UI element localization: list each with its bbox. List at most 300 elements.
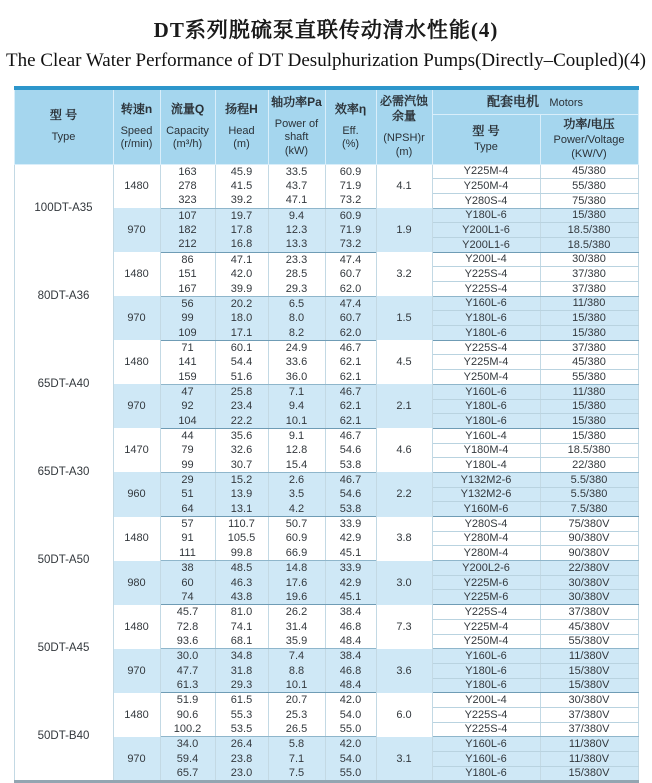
efficiency-cell: 45.1 — [325, 590, 376, 605]
head-cell: 41.5 — [215, 179, 268, 194]
shaft-power-cell: 35.9 — [268, 634, 325, 649]
capacity-cell: 182 — [160, 223, 215, 238]
shaft-power-cell: 14.8 — [268, 561, 325, 576]
npsh-cell: 3.6 — [376, 649, 432, 693]
capacity-cell: 65.7 — [160, 766, 215, 782]
col-header-type — [14, 88, 113, 164]
head-cell: 81.0 — [215, 605, 268, 620]
efficiency-cell: 71.9 — [325, 179, 376, 194]
motor-type-cell: Y225M-4 — [432, 619, 540, 634]
table-row — [14, 164, 638, 179]
efficiency-cell: 46.8 — [325, 619, 376, 634]
motor-power-voltage-cell: 30/380V — [540, 590, 638, 605]
efficiency-cell: 60.7 — [325, 267, 376, 282]
motor-power-voltage-cell: 37/380V — [540, 707, 638, 722]
shaft-power-cell: 17.6 — [268, 575, 325, 590]
npsh-cell: 4.6 — [376, 428, 432, 472]
col-header-motor-power-voltage: 功率/电压 Power/Voltage (KW/V) — [540, 115, 638, 165]
motor-type-cell: Y250M-4 — [432, 370, 540, 385]
motor-type-cell: Y160L-6 — [432, 737, 540, 752]
capacity-cell: 141 — [160, 355, 215, 370]
head-cell: 31.8 — [215, 663, 268, 678]
motor-type-cell: Y180L-6 — [432, 766, 540, 782]
head-cell: 48.5 — [215, 561, 268, 576]
head-cell: 17.1 — [215, 326, 268, 341]
motor-type-cell: Y180L-6 — [432, 414, 540, 429]
efficiency-cell: 47.4 — [325, 296, 376, 311]
col-header-npsh: 必需汽蚀余量 (NPSH)r (m) — [376, 88, 432, 164]
shaft-power-cell: 31.4 — [268, 619, 325, 634]
shaft-power-cell: 50.7 — [268, 517, 325, 532]
head-cell: 17.8 — [215, 223, 268, 238]
model-cell: 80DT-A36 — [14, 252, 113, 340]
col-header-motor-type: 型 号 Type — [432, 115, 540, 165]
motor-power-voltage-cell: 75/380 — [540, 193, 638, 208]
shaft-power-cell: 8.0 — [268, 311, 325, 326]
efficiency-cell: 42.0 — [325, 693, 376, 708]
motor-power-voltage-cell: 45/380 — [540, 164, 638, 179]
motor-type-cell: Y200L-4 — [432, 693, 540, 708]
shaft-power-cell: 10.1 — [268, 414, 325, 429]
efficiency-cell: 62.1 — [325, 414, 376, 429]
capacity-cell: 60 — [160, 575, 215, 590]
capacity-cell: 151 — [160, 267, 215, 282]
motor-type-cell: Y160L-6 — [432, 649, 540, 664]
shaft-power-cell: 3.5 — [268, 487, 325, 502]
capacity-cell: 64 — [160, 502, 215, 517]
head-cell: 19.7 — [215, 208, 268, 223]
head-cell: 47.1 — [215, 252, 268, 267]
col-header-speed: 转速n Speed (r/min) — [113, 88, 160, 164]
motor-type-cell: Y180L-6 — [432, 663, 540, 678]
capacity-cell: 159 — [160, 370, 215, 385]
head-cell: 105.5 — [215, 531, 268, 546]
table-body — [14, 164, 638, 782]
shaft-power-cell: 9.4 — [268, 208, 325, 223]
head-cell: 39.2 — [215, 193, 268, 208]
capacity-cell: 57 — [160, 517, 215, 532]
efficiency-cell: 33.9 — [325, 561, 376, 576]
motor-power-voltage-cell: 55/380 — [540, 179, 638, 194]
motor-power-voltage-cell: 90/380V — [540, 531, 638, 546]
motor-type-cell: Y200L1-6 — [432, 223, 540, 238]
motor-power-voltage-cell: 11/380V — [540, 737, 638, 752]
shaft-power-cell: 26.5 — [268, 722, 325, 737]
head-cell: 22.2 — [215, 414, 268, 429]
shaft-power-cell: 28.5 — [268, 267, 325, 282]
motor-type-cell: Y180L-6 — [432, 326, 540, 341]
speed-cell: 1480 — [113, 252, 160, 296]
motor-power-voltage-cell: 75/380V — [540, 517, 638, 532]
motor-type-cell: Y200L1-6 — [432, 237, 540, 252]
npsh-cell: 3.1 — [376, 737, 432, 782]
efficiency-cell: 33.9 — [325, 517, 376, 532]
capacity-cell: 91 — [160, 531, 215, 546]
motor-type-cell: Y180L-6 — [432, 399, 540, 414]
efficiency-cell: 55.0 — [325, 722, 376, 737]
motor-power-voltage-cell: 15/380 — [540, 399, 638, 414]
shaft-power-cell: 15.4 — [268, 458, 325, 473]
shaft-power-cell: 10.1 — [268, 678, 325, 693]
capacity-cell: 278 — [160, 179, 215, 194]
npsh-cell: 4.5 — [376, 340, 432, 384]
shaft-power-cell: 8.8 — [268, 663, 325, 678]
motor-type-cell: Y160M-6 — [432, 502, 540, 517]
model-cell: 100DT-A35 — [14, 164, 113, 252]
shaft-power-cell: 2.6 — [268, 472, 325, 487]
motor-power-voltage-cell: 45/380V — [540, 619, 638, 634]
col-header-type-cn: 型 号 — [49, 108, 78, 123]
capacity-cell: 111 — [160, 546, 215, 561]
motor-power-voltage-cell: 55/380V — [540, 634, 638, 649]
npsh-cell: 1.9 — [376, 208, 432, 252]
motor-power-voltage-cell: 11/380V — [540, 752, 638, 767]
head-cell: 43.8 — [215, 590, 268, 605]
shaft-power-cell: 33.5 — [268, 164, 325, 179]
head-cell: 60.1 — [215, 340, 268, 355]
capacity-cell: 47 — [160, 384, 215, 399]
motor-power-voltage-cell: 18.5/380 — [540, 223, 638, 238]
shaft-power-cell: 20.7 — [268, 693, 325, 708]
capacity-cell: 93.6 — [160, 634, 215, 649]
head-cell: 34.8 — [215, 649, 268, 664]
efficiency-cell: 47.4 — [325, 252, 376, 267]
speed-cell: 1470 — [113, 428, 160, 472]
efficiency-cell: 46.7 — [325, 472, 376, 487]
table-row — [14, 428, 638, 443]
motor-power-voltage-cell: 5.5/380 — [540, 487, 638, 502]
capacity-cell: 51.9 — [160, 693, 215, 708]
capacity-cell: 79 — [160, 443, 215, 458]
efficiency-cell: 48.4 — [325, 634, 376, 649]
head-cell: 20.2 — [215, 296, 268, 311]
efficiency-cell: 42.9 — [325, 531, 376, 546]
motor-type-cell: Y160L-6 — [432, 384, 540, 399]
head-cell: 32.6 — [215, 443, 268, 458]
capacity-cell: 99 — [160, 311, 215, 326]
motor-type-cell: Y225M-6 — [432, 590, 540, 605]
shaft-power-cell: 43.7 — [268, 179, 325, 194]
speed-cell: 1480 — [113, 164, 160, 208]
capacity-cell: 212 — [160, 237, 215, 252]
speed-cell: 970 — [113, 649, 160, 693]
shaft-power-cell: 66.9 — [268, 546, 325, 561]
head-cell: 13.9 — [215, 487, 268, 502]
motor-type-cell: Y225S-4 — [432, 267, 540, 282]
page-title-cn: DT系列脱硫泵直联传动清水性能(4) — [153, 18, 499, 42]
motor-power-voltage-cell: 55/380 — [540, 370, 638, 385]
capacity-cell: 56 — [160, 296, 215, 311]
efficiency-cell: 46.7 — [325, 428, 376, 443]
npsh-cell: 6.0 — [376, 693, 432, 737]
model-cell: 50DT-A45 — [14, 605, 113, 693]
head-cell: 25.8 — [215, 384, 268, 399]
head-cell: 15.2 — [215, 472, 268, 487]
table-header — [14, 88, 638, 164]
motor-power-voltage-cell: 15/380 — [540, 208, 638, 223]
efficiency-cell: 45.1 — [325, 546, 376, 561]
head-cell: 74.1 — [215, 619, 268, 634]
motor-power-voltage-cell: 11/380 — [540, 296, 638, 311]
capacity-cell: 99 — [160, 458, 215, 473]
motor-power-voltage-cell: 15/380V — [540, 663, 638, 678]
motor-power-voltage-cell: 18.5/380 — [540, 237, 638, 252]
col-header-head: 扬程H Head (m) — [215, 88, 268, 164]
efficiency-cell: 71.9 — [325, 223, 376, 238]
speed-cell: 970 — [113, 208, 160, 252]
head-cell: 39.9 — [215, 282, 268, 297]
shaft-power-cell: 25.3 — [268, 707, 325, 722]
head-cell: 30.7 — [215, 458, 268, 473]
motor-type-cell: Y180M-4 — [432, 443, 540, 458]
head-cell: 99.8 — [215, 546, 268, 561]
capacity-cell: 34.0 — [160, 737, 215, 752]
efficiency-cell: 73.2 — [325, 193, 376, 208]
motor-power-voltage-cell: 7.5/380 — [540, 502, 638, 517]
shaft-power-cell: 47.1 — [268, 193, 325, 208]
table-row — [14, 252, 638, 267]
shaft-power-cell: 6.5 — [268, 296, 325, 311]
shaft-power-cell: 12.3 — [268, 223, 325, 238]
motor-type-cell: Y180L-6 — [432, 208, 540, 223]
efficiency-cell: 54.6 — [325, 443, 376, 458]
capacity-cell: 163 — [160, 164, 215, 179]
motor-type-cell: Y160L-6 — [432, 296, 540, 311]
capacity-cell: 47.7 — [160, 663, 215, 678]
head-cell: 29.3 — [215, 678, 268, 693]
motor-power-voltage-cell: 45/380 — [540, 355, 638, 370]
shaft-power-cell: 12.8 — [268, 443, 325, 458]
motor-type-cell: Y225M-4 — [432, 164, 540, 179]
efficiency-cell: 62.0 — [325, 282, 376, 297]
head-cell: 16.8 — [215, 237, 268, 252]
efficiency-cell: 60.9 — [325, 164, 376, 179]
motor-power-voltage-cell: 15/380 — [540, 326, 638, 341]
performance-table — [14, 86, 639, 783]
speed-cell: 970 — [113, 737, 160, 782]
motor-type-cell: Y280M-4 — [432, 546, 540, 561]
efficiency-cell: 60.7 — [325, 311, 376, 326]
efficiency-cell: 46.8 — [325, 663, 376, 678]
capacity-cell: 30.0 — [160, 649, 215, 664]
capacity-cell: 90.6 — [160, 707, 215, 722]
shaft-power-cell: 5.8 — [268, 737, 325, 752]
head-cell: 13.1 — [215, 502, 268, 517]
head-cell: 23.0 — [215, 766, 268, 782]
speed-cell: 970 — [113, 384, 160, 428]
col-header-capacity: 流量Q Capacity (m³/h) — [160, 88, 215, 164]
shaft-power-cell: 23.3 — [268, 252, 325, 267]
speed-cell: 1480 — [113, 517, 160, 561]
motor-power-voltage-cell: 30/380V — [540, 575, 638, 590]
motor-type-cell: Y160L-4 — [432, 428, 540, 443]
capacity-cell: 45.7 — [160, 605, 215, 620]
col-header-type-en: Type — [51, 131, 76, 144]
motor-power-voltage-cell: 37/380 — [540, 267, 638, 282]
efficiency-cell: 48.4 — [325, 678, 376, 693]
head-cell: 23.8 — [215, 752, 268, 767]
motor-type-cell: Y225M-4 — [432, 355, 540, 370]
capacity-cell: 74 — [160, 590, 215, 605]
shaft-power-cell: 7.5 — [268, 766, 325, 782]
motor-power-voltage-cell: 15/380V — [540, 766, 638, 782]
motor-type-cell: Y250M-4 — [432, 634, 540, 649]
efficiency-cell: 38.4 — [325, 605, 376, 620]
model-cell: 50DT-A50 — [14, 517, 113, 605]
capacity-cell: 61.3 — [160, 678, 215, 693]
motor-type-cell: Y132M2-6 — [432, 487, 540, 502]
motor-type-cell: Y180L-6 — [432, 678, 540, 693]
shaft-power-cell: 24.9 — [268, 340, 325, 355]
capacity-cell: 51 — [160, 487, 215, 502]
npsh-cell: 3.0 — [376, 561, 432, 605]
capacity-cell: 104 — [160, 414, 215, 429]
shaft-power-cell: 7.1 — [268, 752, 325, 767]
capacity-cell: 109 — [160, 326, 215, 341]
npsh-cell: 3.8 — [376, 517, 432, 561]
motor-type-cell: Y280S-4 — [432, 517, 540, 532]
motor-type-cell: Y132M2-6 — [432, 472, 540, 487]
speed-cell: 980 — [113, 561, 160, 605]
head-cell: 61.5 — [215, 693, 268, 708]
motor-type-cell: Y160L-6 — [432, 752, 540, 767]
motor-power-voltage-cell: 11/380 — [540, 384, 638, 399]
head-cell: 110.7 — [215, 517, 268, 532]
head-cell: 53.5 — [215, 722, 268, 737]
table-row — [14, 693, 638, 708]
efficiency-cell: 60.9 — [325, 208, 376, 223]
motor-type-cell: Y225S-4 — [432, 605, 540, 620]
shaft-power-cell: 13.3 — [268, 237, 325, 252]
shaft-power-cell: 36.0 — [268, 370, 325, 385]
shaft-power-cell: 4.2 — [268, 502, 325, 517]
model-cell: 65DT-A40 — [14, 340, 113, 428]
npsh-cell: 1.5 — [376, 296, 432, 340]
motor-power-voltage-cell: 22/380 — [540, 458, 638, 473]
model-cell: 50DT-B40 — [14, 693, 113, 782]
efficiency-cell: 62.1 — [325, 370, 376, 385]
capacity-cell: 100.2 — [160, 722, 215, 737]
shaft-power-cell: 29.3 — [268, 282, 325, 297]
head-cell: 68.1 — [215, 634, 268, 649]
speed-cell: 1480 — [113, 605, 160, 649]
shaft-power-cell: 26.2 — [268, 605, 325, 620]
efficiency-cell: 46.7 — [325, 384, 376, 399]
shaft-power-cell: 9.1 — [268, 428, 325, 443]
capacity-cell: 167 — [160, 282, 215, 297]
efficiency-cell: 38.4 — [325, 649, 376, 664]
capacity-cell: 29 — [160, 472, 215, 487]
motor-power-voltage-cell: 5.5/380 — [540, 472, 638, 487]
motor-power-voltage-cell: 30/380 — [540, 252, 638, 267]
motor-type-cell: Y225S-4 — [432, 340, 540, 355]
motor-type-cell: Y225S-4 — [432, 722, 540, 737]
motor-type-cell: Y225M-6 — [432, 575, 540, 590]
motor-type-cell: Y180L-6 — [432, 311, 540, 326]
col-header-motors: 配套电机 Motors — [432, 88, 638, 115]
npsh-cell: 7.3 — [376, 605, 432, 649]
col-header-efficiency: 效率η Eff. (%) — [325, 88, 376, 164]
head-cell: 35.6 — [215, 428, 268, 443]
motor-power-voltage-cell: 11/380V — [540, 649, 638, 664]
capacity-cell: 323 — [160, 193, 215, 208]
shaft-power-cell: 9.4 — [268, 399, 325, 414]
head-cell: 46.3 — [215, 575, 268, 590]
motor-type-cell: Y200L2-6 — [432, 561, 540, 576]
efficiency-cell: 62.1 — [325, 399, 376, 414]
speed-cell: 1480 — [113, 340, 160, 384]
capacity-cell: 38 — [160, 561, 215, 576]
speed-cell: 1480 — [113, 693, 160, 737]
efficiency-cell: 54.6 — [325, 487, 376, 502]
motor-power-voltage-cell: 30/380V — [540, 693, 638, 708]
col-header-shaft-power: 轴功率Pa Power of shaft (kW) — [268, 88, 325, 164]
motor-power-voltage-cell: 15/380 — [540, 414, 638, 429]
efficiency-cell: 54.0 — [325, 707, 376, 722]
motor-type-cell: Y200L-4 — [432, 252, 540, 267]
motor-power-voltage-cell: 15/380 — [540, 311, 638, 326]
motor-type-cell: Y250M-4 — [432, 179, 540, 194]
efficiency-cell: 62.1 — [325, 355, 376, 370]
head-cell: 55.3 — [215, 707, 268, 722]
efficiency-cell: 42.9 — [325, 575, 376, 590]
motor-type-cell: Y280M-4 — [432, 531, 540, 546]
capacity-cell: 86 — [160, 252, 215, 267]
shaft-power-cell: 19.6 — [268, 590, 325, 605]
npsh-cell: 2.1 — [376, 384, 432, 428]
head-cell: 18.0 — [215, 311, 268, 326]
efficiency-cell: 54.0 — [325, 752, 376, 767]
motor-power-voltage-cell: 15/380 — [540, 428, 638, 443]
capacity-cell: 71 — [160, 340, 215, 355]
table-row — [14, 517, 638, 532]
shaft-power-cell: 7.4 — [268, 649, 325, 664]
table-row — [14, 605, 638, 620]
head-cell: 23.4 — [215, 399, 268, 414]
motor-power-voltage-cell: 37/380 — [540, 282, 638, 297]
capacity-cell: 44 — [160, 428, 215, 443]
npsh-cell: 2.2 — [376, 472, 432, 516]
shaft-power-cell: 60.9 — [268, 531, 325, 546]
efficiency-cell: 53.8 — [325, 458, 376, 473]
motor-power-voltage-cell: 22/380V — [540, 561, 638, 576]
head-cell: 54.4 — [215, 355, 268, 370]
model-cell: 65DT-A30 — [14, 428, 113, 516]
npsh-cell: 3.2 — [376, 252, 432, 296]
efficiency-cell: 53.8 — [325, 502, 376, 517]
motor-type-cell: Y280S-4 — [432, 193, 540, 208]
efficiency-cell: 62.0 — [325, 326, 376, 341]
head-cell: 51.6 — [215, 370, 268, 385]
capacity-cell: 59.4 — [160, 752, 215, 767]
efficiency-cell: 55.0 — [325, 766, 376, 782]
motor-power-voltage-cell: 37/380V — [540, 722, 638, 737]
shaft-power-cell: 33.6 — [268, 355, 325, 370]
capacity-cell: 107 — [160, 208, 215, 223]
head-cell: 45.9 — [215, 164, 268, 179]
efficiency-cell: 42.0 — [325, 737, 376, 752]
motor-power-voltage-cell: 37/380 — [540, 340, 638, 355]
efficiency-cell: 73.2 — [325, 237, 376, 252]
npsh-cell: 4.1 — [376, 164, 432, 208]
motor-type-cell: Y180L-4 — [432, 458, 540, 473]
motor-type-cell: Y225S-4 — [432, 282, 540, 297]
motor-power-voltage-cell: 90/380V — [540, 546, 638, 561]
head-cell: 42.0 — [215, 267, 268, 282]
speed-cell: 960 — [113, 472, 160, 516]
shaft-power-cell: 8.2 — [268, 326, 325, 341]
shaft-power-cell: 7.1 — [268, 384, 325, 399]
